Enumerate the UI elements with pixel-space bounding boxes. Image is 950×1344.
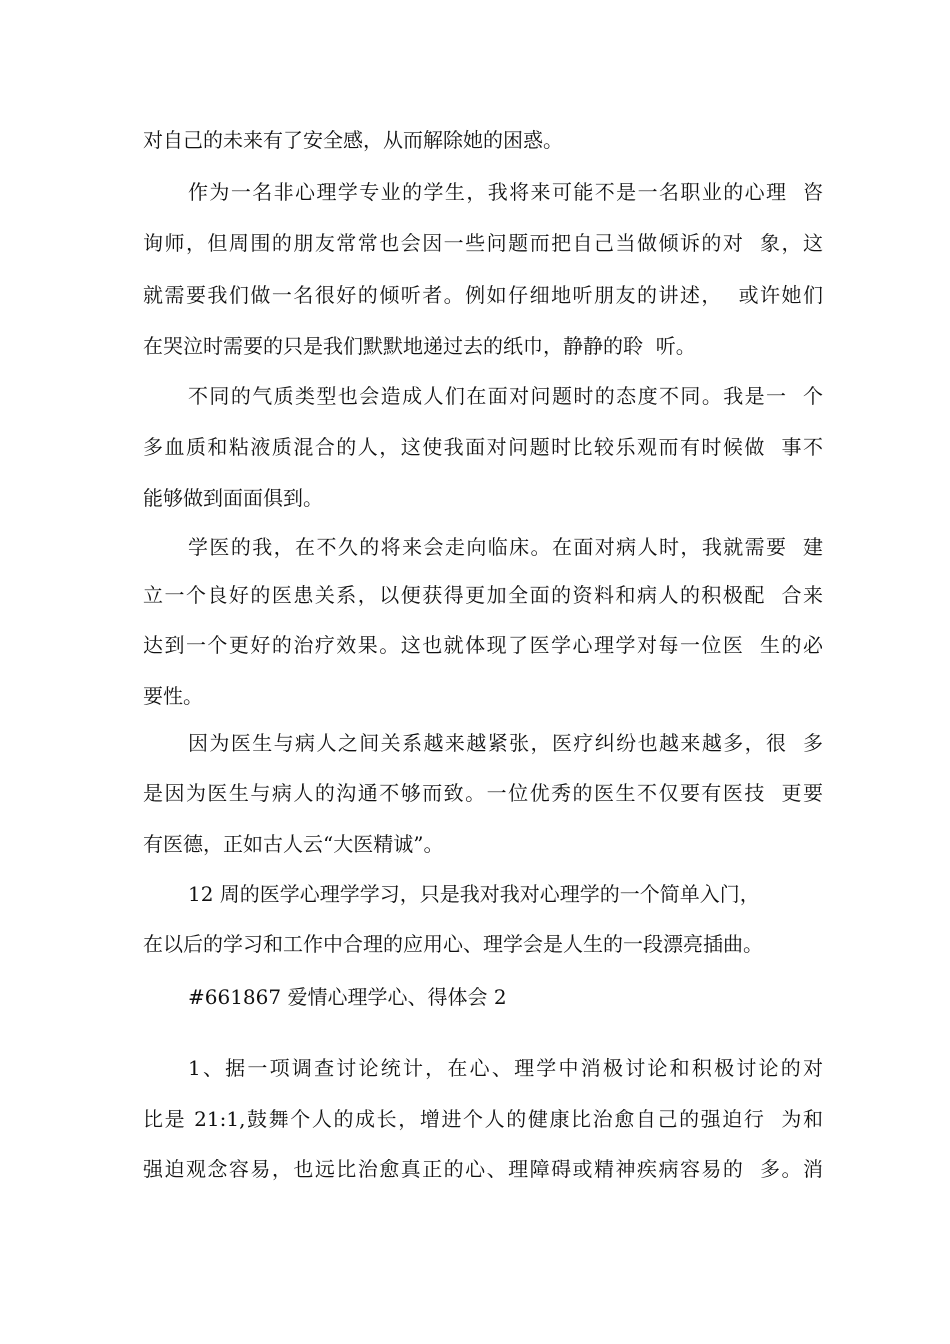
paragraph-first-line: 因为医生与病人之间关系越来越紧张，医疗纠纷也越来越多，很 多 xyxy=(188,731,823,755)
text-line: 多血质和粘液质混合的人，这使我面对问题时比较乐观而有时候做 事不 xyxy=(143,435,823,459)
text-line: 强迫观念容易，也远比治愈真正的心、理障碍或精神疾病容易的 多。消 xyxy=(143,1157,823,1181)
section-heading: #661867 爱情心理学心、得体会 2 xyxy=(188,985,507,1009)
text-line: 有医德，正如古人云“大医精诚”。 xyxy=(143,832,444,856)
text-line: 立一个良好的医患关系，以便获得更加全面的资料和病人的积极配 合来 xyxy=(143,583,823,607)
text-line: 能够做到面面俱到。 xyxy=(143,486,323,510)
paragraph-first-line: 12 周的医学心理学学习，只是我对我对心理学的一个简单入门， xyxy=(188,882,760,906)
text-line: 在以后的学习和工作中合理的应用心、理学会是人生的一段漂亮插曲。 xyxy=(143,932,763,956)
paragraph-first-line: 学医的我，在不久的将来会走向临床。在面对病人时，我就需要 建 xyxy=(188,535,823,559)
text-line: 询师，但周围的朋友常常也会因一些问题而把自己当做倾诉的对 象，这 xyxy=(143,231,823,255)
text-line: 比是 21:1,鼓舞个人的成长，增进个人的健康比治愈自己的强迫行 为和 xyxy=(143,1107,823,1131)
text-line: 要性。 xyxy=(143,684,203,708)
text-line: 是因为医生与病人的沟通不够而致。一位优秀的医生不仅要有医技 更要 xyxy=(143,781,823,805)
paragraph-first-line: 1、据一项调查讨论统计，在心、理学中消极讨论和积极讨论的对 xyxy=(188,1056,823,1080)
text-line: 在哭泣时需要的只是我们默默地递过去的纸巾，静静的聆 听。 xyxy=(143,334,696,358)
paragraph-first-line: 作为一名非心理学专业的学生，我将来可能不是一名职业的心理 咨 xyxy=(188,180,823,204)
text-line: 达到一个更好的治疗效果。这也就体现了医学心理学对每一位医 生的必 xyxy=(143,633,823,657)
paragraph-first-line: 不同的气质类型也会造成人们在面对问题时的态度不同。我是一 个 xyxy=(188,384,823,408)
text-line: 对自己的未来有了安全感，从而解除她的困惑。 xyxy=(143,128,563,152)
text-line: 就需要我们做一名很好的倾听者。例如仔细地听朋友的讲述， 或许她们 xyxy=(143,283,823,307)
